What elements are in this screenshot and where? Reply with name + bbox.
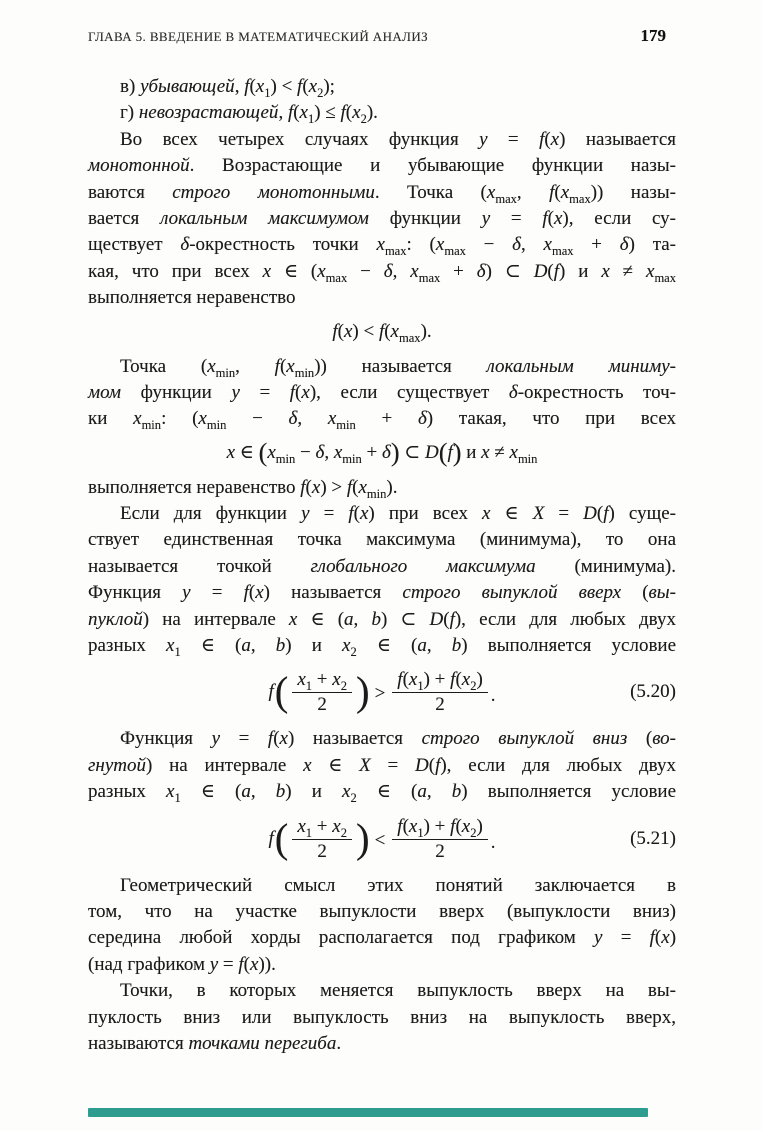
- fraction-numerator: $x_1 + x_2$: [292, 668, 352, 693]
- formula-521: f ( $\frac{x_1 + x_2}{2}$ ) < $\frac{f(x_1) + f(x_2)}{2}$ . (5.21): [268, 815, 676, 862]
- text-line: монотонной. Возрастающие и убывающие функции назы-: [88, 155, 676, 177]
- text-line: том, что на участке выпуклости вверх (выпуклости вниз): [88, 900, 676, 922]
- text-line: пуклость вниз или выпуклость вниз на выпуклость вверх,: [88, 1006, 676, 1028]
- text-line: ществует δ-окрестность точки $x_{max}$: ($x_{max} - \delta$, $x_{max} + \delta$) та-: [88, 234, 677, 259]
- running-head: [88, 26, 666, 46]
- text-line: Во всех четырех случаях функция y = f(x) называется: [120, 128, 677, 150]
- text-line: выполняется неравенство: [88, 287, 296, 309]
- text-line: середина любой хорды располагается под графиком y = f(x): [88, 927, 677, 949]
- text-line: вается локальным максимумом функции y = f(x), если су-: [88, 207, 677, 229]
- fraction-numerator: $f(x_1) + f(x_2)$: [392, 668, 488, 693]
- function-symbol: f: [268, 827, 274, 849]
- text-line: Точки, в которых меняется выпуклость вверх на вы-: [120, 980, 676, 1002]
- formula-period: .: [490, 685, 496, 707]
- chapter-title: ГЛАВА 5. ВВЕДЕНИЕ В МАТЕМАТИЧЕСКИЙ АНАЛИЗ: [88, 29, 429, 44]
- text-line: (над графиком y = f(x)).: [88, 953, 276, 975]
- text-line: гнутой) на интервале x ∈ X = D(f), если для любых двух: [88, 754, 676, 776]
- relation-sign: <: [374, 829, 386, 851]
- text-line: Функция y = f(x) называется строго выпуклой вверх (вы-: [88, 582, 676, 604]
- text-line: Геометрический смысл этих понятий заключается в: [120, 874, 676, 896]
- text-line: ствует единственная точка максимума (минимума), то она: [88, 529, 676, 551]
- formula-period: .: [490, 831, 496, 853]
- text-line: разных $x_1$ ∈ (a, b) и $x_2$ ∈ (a, b) выполняется условие: [88, 781, 677, 805]
- text-line: называются точками перегиба.: [88, 1032, 342, 1054]
- text-line: мом функции y = f(x), если существует δ-окрестность точ-: [88, 381, 677, 403]
- equation-number: (5.21): [630, 827, 676, 849]
- fraction-numerator: $f(x_1) + f(x_2)$: [392, 815, 488, 840]
- fraction-denominator: 2: [317, 840, 327, 862]
- fraction: [392, 668, 488, 716]
- text-line: ки $x_{min}$: ($x_{min} - \delta$, $x_{min} + \delta$) такая, что при всех: [88, 408, 677, 433]
- list-item-g: г) невозрастающей, $f(x_1) \le f(x_2)$.: [120, 102, 378, 127]
- text-line: ваются строго монотонными. Точка ($x_{max}$, $f(x_{max})$) назы-: [88, 181, 676, 206]
- text-line: пуклой) на интервале x ∈ (a, b) ⊂ D(f), если для любых двух: [88, 608, 676, 630]
- text-line: разных $x_1$ ∈ (a, b) и $x_2$ ∈ (a, b) выполняется условие: [88, 635, 677, 659]
- text-line: Функция y = f(x) называется строго выпуклой вниз (во-: [120, 728, 677, 750]
- fraction-denominator: 2: [317, 694, 327, 716]
- fraction-denominator: 2: [435, 840, 445, 862]
- fraction-denominator: 2: [435, 694, 445, 716]
- fraction: [392, 815, 488, 863]
- reading-progress-bar[interactable]: [88, 1108, 648, 1117]
- fraction-numerator: $x_1 + x_2$: [292, 815, 352, 840]
- text-line: кая, что при всех x ∈ ($x_{max} - \delta$, $x_{max} + \delta$) ⊂ D(f) и $x \ne x_{max}$: [88, 260, 677, 285]
- relation-sign: >: [374, 683, 386, 705]
- fraction: [292, 815, 352, 863]
- text-line: выполняется неравенство $f(x) > f(x_{min})$.: [88, 476, 398, 501]
- inline-formula-fmax: $f(x) < f(x_{max})$.: [332, 320, 432, 345]
- list-item-v: в) убывающей, $f(x_1) < f(x_2)$;: [120, 76, 335, 100]
- text-line: называется точкой глобального максимума (минимума).: [88, 555, 676, 577]
- text-line: Если для функции y = f(x) при всех x ∈ X = D(f) суще-: [120, 503, 676, 525]
- text-column: [88, 74, 676, 1057]
- inline-formula-xmin: x ∈ ($x_{min} - \delta$, $x_{min} + \delta$) ⊂ D(f) и $x \ne x_{min}$: [226, 437, 538, 467]
- function-symbol: f: [268, 681, 274, 703]
- equation-number: (5.20): [630, 681, 676, 703]
- fraction: [292, 668, 352, 716]
- page-number: 179: [640, 26, 666, 45]
- formula-520: f ( $\frac{x_1 + x_2}{2}$ ) > $\frac{f(x_1) + f(x_2)}{2}$ . (5.20): [268, 669, 676, 716]
- text-line: Точка ($x_{min}$, $f(x_{min})$) называется локальным миниму-: [120, 355, 677, 380]
